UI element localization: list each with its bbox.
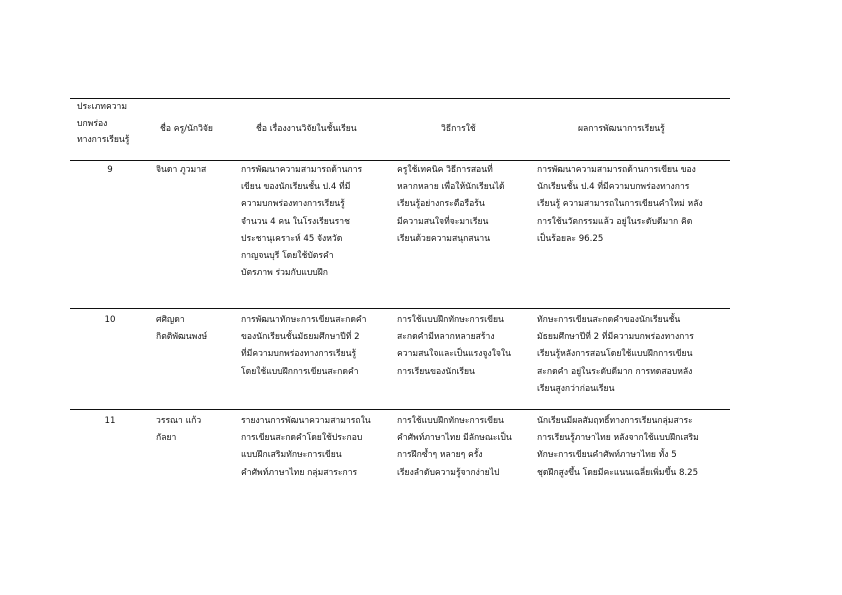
row-number: 11 — [104, 416, 116, 426]
header-col-title: ชื่อ เรื่องงานวิจัยในชั้นเรียน — [256, 124, 357, 134]
researcher-name: ศศิญดา กิตติพัฒนพงษ์ — [156, 315, 208, 343]
method-description: การใช้แบบฝึกทักษะการเขียน คำศัพท์ภาษาไทย มีลักษณะเป็น การฝึกซ้ำๆ หลายๆ ครั้ง เรียงลำดับความรู้จากง่ายไป — [397, 416, 512, 478]
table-top-rule — [70, 98, 730, 99]
research-title: การพัฒนาทักษะการเขียนสะกดคำ ของนักเรียนชั้นมัธยมศึกษาปีที่ 2 ที่มีความบกพร่องทางการเรียนรู้ โดยใช้แบบฝึกการเขียนสะกดคำ — [241, 315, 367, 377]
method-description: การใช้แบบฝึกทักษะการเขียน สะกดคำมีหลากหลายสร้าง ความสนใจและเป็นแรงจูงใจใน การเรียนของนักเรียน — [397, 315, 511, 377]
header-col-method: วิธีการใช้ — [441, 124, 476, 134]
result-description: ทักษะการเขียนสะกดคำของนักเรียนชั้น มัธยมศึกษาปีที่ 2 ที่มีความบกพร่องทางการ เรียนรู้หลังการสอนโดยใช้แบบฝึกการเขียน สะกดคำ อยู่ในระดับดีมาก การทดสอบหลัง เรียนสูงกว่าก่อนเรียน — [537, 315, 694, 394]
header-line: บกพร่อง — [77, 118, 108, 129]
method-description: ครูใช้เทคนิค วิธีการสอนที่ หลากหลาย เพื่อให้นักเรียนได้ เรียนรู้อย่างกระตือรือร้น มีความสนใจที่จะมาเรียน เรียนด้วยความสนุกสนาน — [397, 165, 505, 244]
result-description: นักเรียนมีผลสัมฤทธิ์ทางการเรียนกลุ่มสาระ การเรียนรู้ภาษาไทย หลังจากใช้แบบฝึกเสริม ทักษะการเขียนคำศัพท์ภาษาไทย ทั้ง 5 ชุดฝึกสูงขึ้น โดยมีคะแนนเฉลี่ยเพิ่มขึ้น 8.25 — [537, 416, 699, 478]
header-col-disability — [77, 99, 157, 149]
research-title: รายงานการพัฒนาความสามารถใน การเขียนสะกดคำโดยใช้ประกอบ แบบฝึกเสริมทักษะการเขียน คำศัพท์ภาษาไทย กลุ่มสาระการ — [241, 416, 371, 478]
row-number: 10 — [104, 315, 116, 325]
row-divider — [70, 308, 730, 309]
researcher-name: วรรณา แก้ว กัลยา — [156, 416, 202, 444]
header-col-researcher: ชื่อ ครู/นักวิจัย — [160, 124, 213, 134]
research-title: การพัฒนาความสามารถด้านการ เขียน ของนักเรียนชั้น ป.4 ที่มี ความบกพร่องทางการเรียนรู้ จำนวน 4 คน ในโรงเรียนราช ประชานุเคราะห์ 45 จังหวัด กาญจนบุรี โดยใช้บัตรคำ บัตรภาพ ร่วมกับแบบฝึก — [241, 165, 363, 279]
researcher-name: จินดา ภูวมาส — [156, 165, 207, 175]
header-bottom-rule — [70, 160, 730, 161]
result-description: การพัฒนาความสามารถด้านการเขียน ของ นักเรียนชั้น ป.4 ที่มีความบกพร่องทางการ เรียนรู้ ความสามารถในการเขียนคำใหม่ หลัง การใช้นวัตกรรมแล้ว อยู่ในระดับดีมาก คิด เป็นร้อยละ 96.25 — [537, 165, 703, 244]
header-line: ทางการเรียนรู้ — [77, 135, 130, 145]
header-col-result: ผลการพัฒนาการเรียนรู้ — [578, 124, 665, 134]
row-divider — [70, 409, 730, 410]
row-number: 9 — [107, 165, 113, 175]
header-line: ประเภทความ — [77, 102, 128, 112]
